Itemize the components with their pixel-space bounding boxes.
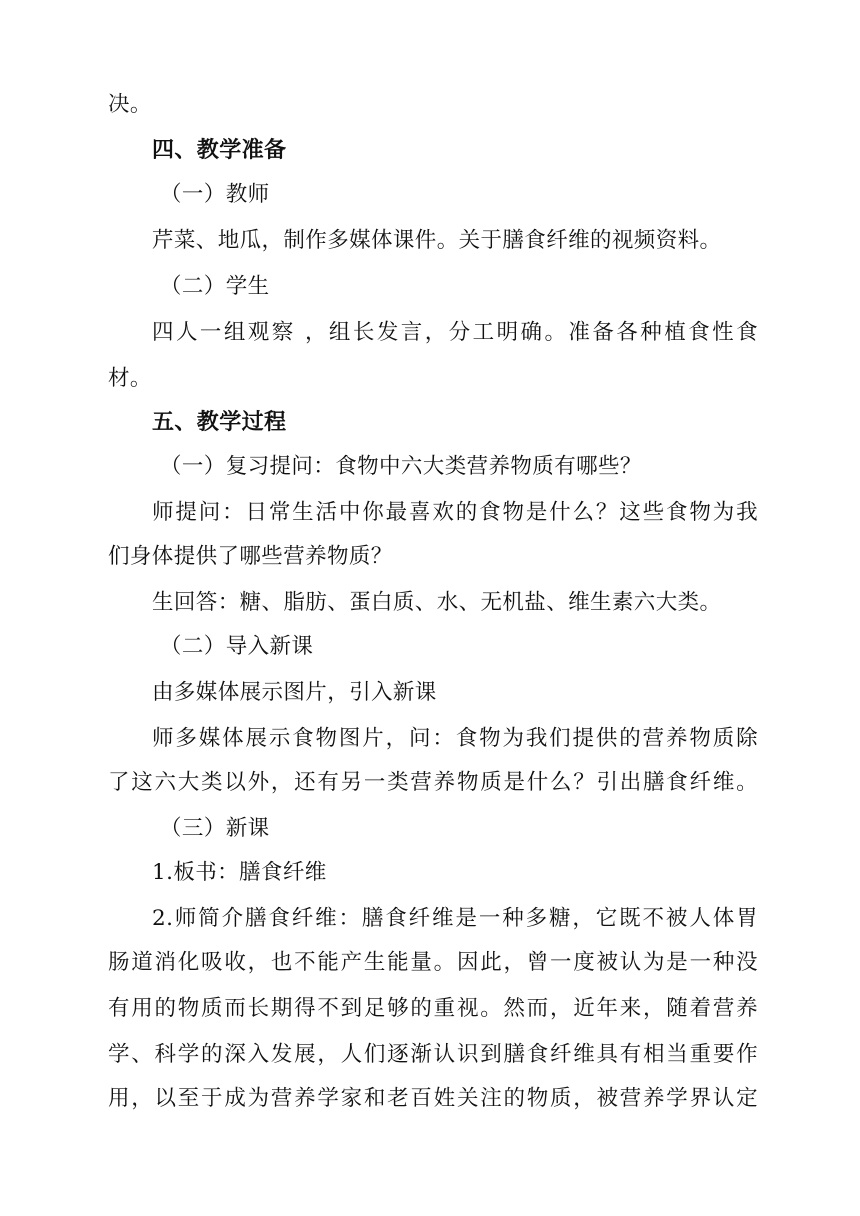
paragraph-student-line-1: 四人一组观察 ，组长发言，分工明确。准备各种植食性食 bbox=[152, 320, 758, 345]
paragraph-multimedia-question-line-1: 师多媒体展示食物图片，问：食物为我们提供的营养物质除 bbox=[152, 726, 758, 751]
paragraph-teacher-materials: 芹菜、地瓜，制作多媒体课件。关于膳食纤维的视频资料。 bbox=[152, 228, 722, 253]
subheading-review-questions: （一）复习提问：食物中六大类营养物质有哪些？ bbox=[160, 454, 642, 479]
list-item-fiber-intro-line-3: 有用的物质而长期得不到足够的重视。然而，近年来，随着营养 bbox=[108, 996, 758, 1021]
list-item-blackboard: 1.板书：膳食纤维 bbox=[152, 860, 327, 885]
list-item-fiber-intro-line-5: 用，以至于成为营养学家和老百姓关注的物质，被营养学界认定 bbox=[108, 1086, 758, 1111]
paragraph-student-line-2: 材。 bbox=[108, 366, 152, 391]
paragraph-teacher-question-line-2: 们身体提供了哪些营养物质？ bbox=[108, 544, 393, 569]
paragraph-multimedia-intro: 由多媒体展示图片，引入新课 bbox=[152, 680, 437, 705]
subheading-student: （二）学生 bbox=[160, 274, 270, 299]
paragraph-teacher-question-line-1: 师提问：日常生活中你最喜欢的食物是什么？这些食物为我 bbox=[152, 500, 758, 525]
paragraph-student-answer: 生回答：糖、脂肪、蛋白质、水、无机盐、维生素六大类。 bbox=[152, 590, 722, 615]
list-item-fiber-intro-line-4: 学、科学的深入发展，人们逐渐认识到膳食纤维具有相当重要作 bbox=[108, 1042, 758, 1067]
subheading-new-lesson-intro: （二）导入新课 bbox=[160, 634, 314, 659]
subheading-teacher: （一）教师 bbox=[160, 182, 270, 207]
text-line-continuation: 决。 bbox=[108, 92, 152, 117]
paragraph-multimedia-question-line-2: 了这六大类以外，还有另一类营养物质是什么？引出膳食纤维。 bbox=[108, 770, 758, 795]
subheading-new-lesson: （三）新课 bbox=[160, 816, 270, 841]
list-item-fiber-intro-line-1: 2.师简介膳食纤维：膳食纤维是一种多糖，它既不被人体胃 bbox=[152, 906, 758, 931]
section-heading-teaching-process: 五、教学过程 bbox=[152, 410, 287, 435]
list-item-fiber-intro-line-2: 肠道消化吸收，也不能产生能量。因此，曾一度被认为是一种没 bbox=[108, 950, 758, 975]
section-heading-teaching-preparation: 四、教学准备 bbox=[152, 138, 287, 163]
